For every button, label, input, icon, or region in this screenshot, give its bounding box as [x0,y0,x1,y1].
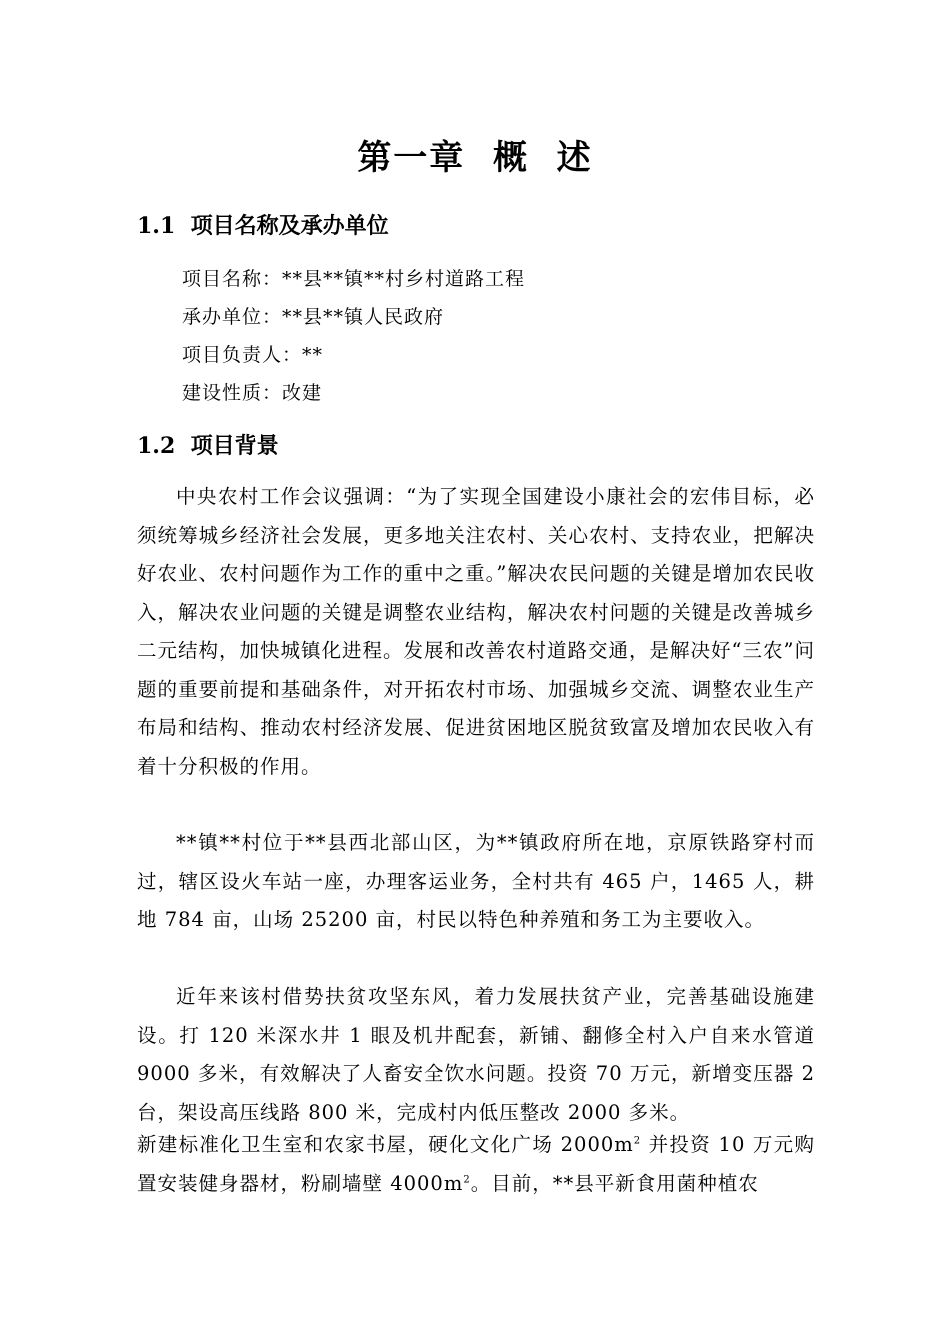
square-unit-superscript-2: 2 [463,1174,471,1185]
organizer-line: 承办单位：**县**镇人民政府 [182,306,445,328]
project-leader-line: 项目负责人：** [182,344,324,366]
square-unit-superscript-1: 2 [633,1135,642,1147]
section-heading-1-2: 1.2 项目背景 [137,433,279,459]
project-name-line: 项目名称：**县**镇**村乡村道路工程 [182,268,526,290]
construction-nature-line: 建设性质：改建 [182,382,323,404]
project-info-list [182,260,525,412]
background-paragraph-3: 近年来该村借势扶贫攻坚东风，着力发展扶贫产业，完善基础设施建设。打 120 米深水井 1 眼及机井配套，新铺、翻修全村入户自来水管道 9000 多米，有效解决了人畜安全饮水问题。投资 70 万元，新增变压器 2 台，架设高压线路 800 米，完成村内低压整改 2000 多米。 [137,985,815,1124]
paragraph-4-part-c: 。目前，**县平新食用菌种植农 [470,1171,759,1195]
chapter-title: 第一章 概 述 [357,138,593,178]
paragraph-4-part-b: 并投资 10 万元购置安装健身器材，粉刷墙壁 4000m [137,1133,815,1195]
background-paragraph-2: **镇**村位于**县西北部山区，为**镇政府所在地，京原铁路穿村而过，辖区设火车站一座，办理客运业务，全村共有 465 户，1465 人，耕地 784 亩，山场 25200 亩，村民以特色种养殖和务工为主要收入。 [137,831,815,931]
paragraph-4-part-a: 新建标准化卫生室和农家书屋，硬化文化广场 2000m [137,1133,634,1156]
background-paragraph-4 [137,1126,815,1203]
background-paragraph-1: 中央农村工作会议强调：“为了实现全国建设小康社会的宏伟目标，必须统筹城乡经济社会发展，更多地关注农村、关心农村、支持农业，把解决好农业、农村问题作为工作的重中之重。”解决农民问题的关键是增加农民收入，解决农业问题的关键是调整农业结构，解决农村问题的关键是改善城乡二元结构，加快城镇化进程。发展和改善农村道路交通，是解决好“三农”问题的重要前提和基础条件，对开拓农村市场、加强城乡交流、调整农业生产布局和结构、推动农村经济发展、促进贫困地区脱贫致富及增加农民收入有着十分积极的作用。 [137,485,815,778]
section-heading-1-1: 1.1 项目名称及承办单位 [137,213,389,239]
